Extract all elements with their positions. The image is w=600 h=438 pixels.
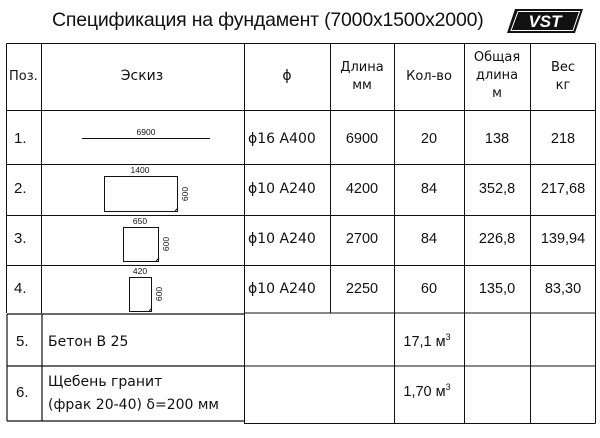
sketch-dim-width: 650 <box>132 216 148 226</box>
logo <box>507 8 583 34</box>
row-length: 6900 <box>345 131 379 147</box>
header-qty: Кол-во <box>406 69 452 84</box>
row-pos: 4. <box>14 280 27 297</box>
row-total-length: 352,8 <box>478 181 516 197</box>
table-row <box>14 127 575 147</box>
header-weight-1: Вес <box>550 60 576 75</box>
row-qty: 84 <box>420 181 438 197</box>
logo-text: VST <box>528 12 562 31</box>
rebar-square-sketch <box>124 228 159 262</box>
row-weight: 218 <box>550 131 576 147</box>
sketch-dim-width: 1400 <box>130 165 150 175</box>
header-weight-2: кг <box>555 78 571 93</box>
header-pos: Поз. <box>9 69 38 84</box>
row-qty: 84 <box>420 231 438 247</box>
material-name: Бетон В 25 <box>48 334 129 350</box>
sketch-dim-height: 600 <box>161 236 171 252</box>
row-weight: 217,68 <box>540 181 586 197</box>
table-row <box>14 165 585 212</box>
row-pos: 2. <box>14 180 27 197</box>
material-qty-sup: 3 <box>445 332 451 342</box>
material-qty-value: 1,70 м <box>403 384 446 400</box>
row-diameter: ϕ16 А400 <box>248 131 316 147</box>
table-row <box>14 266 581 312</box>
row-length: 2250 <box>345 281 379 297</box>
row-diameter: ϕ10 А240 <box>248 181 316 197</box>
row-weight: 83,30 <box>544 281 582 297</box>
row-weight: 139,94 <box>540 231 586 247</box>
material-qty-sup: 3 <box>445 382 451 392</box>
sketch-dim-height: 600 <box>154 286 164 302</box>
sketch-dim-width: 6900 <box>136 127 156 137</box>
specification-table <box>6 43 596 424</box>
sketch-dim-height: 600 <box>180 186 190 202</box>
row-diameter: ϕ10 А240 <box>248 281 316 297</box>
material-qty <box>403 332 450 350</box>
header-total-3: м <box>492 86 502 101</box>
material-row <box>16 374 451 413</box>
header-total-2: длина <box>475 68 519 83</box>
header-diameter: ϕ <box>282 68 292 84</box>
row-length: 2700 <box>345 231 379 247</box>
material-name-detail: (фрак 20-40) δ=200 мм <box>48 397 219 413</box>
row-pos: 5. <box>16 333 29 350</box>
material-qty-value: 17,1 м <box>403 334 446 350</box>
row-total-length: 226,8 <box>478 231 516 247</box>
material-row <box>16 332 451 350</box>
row-pos: 1. <box>14 130 27 147</box>
row-diameter: ϕ10 А240 <box>248 231 316 247</box>
rebar-rectangle-sketch <box>105 177 178 212</box>
header-total-1: Общая <box>473 50 521 65</box>
row-length: 4200 <box>345 181 379 197</box>
table-row <box>14 216 585 262</box>
row-qty: 60 <box>420 281 438 297</box>
sketch-dim-width: 420 <box>132 266 148 276</box>
row-total-length: 135,0 <box>478 281 516 297</box>
header-length-2: мм <box>352 78 372 93</box>
material-name: Щебень гранит <box>48 374 163 390</box>
row-total-length: 138 <box>484 131 510 147</box>
page-title: Спецификация на фундамент (7000х1500х2000) <box>52 9 484 31</box>
row-pos: 6. <box>16 384 29 401</box>
header-sketch: Эскиз <box>120 68 164 84</box>
material-qty <box>403 382 450 400</box>
header-length-1: Длина <box>340 60 384 75</box>
row-qty: 20 <box>420 131 438 147</box>
rebar-narrow-sketch <box>130 278 152 312</box>
row-pos: 3. <box>14 230 27 247</box>
